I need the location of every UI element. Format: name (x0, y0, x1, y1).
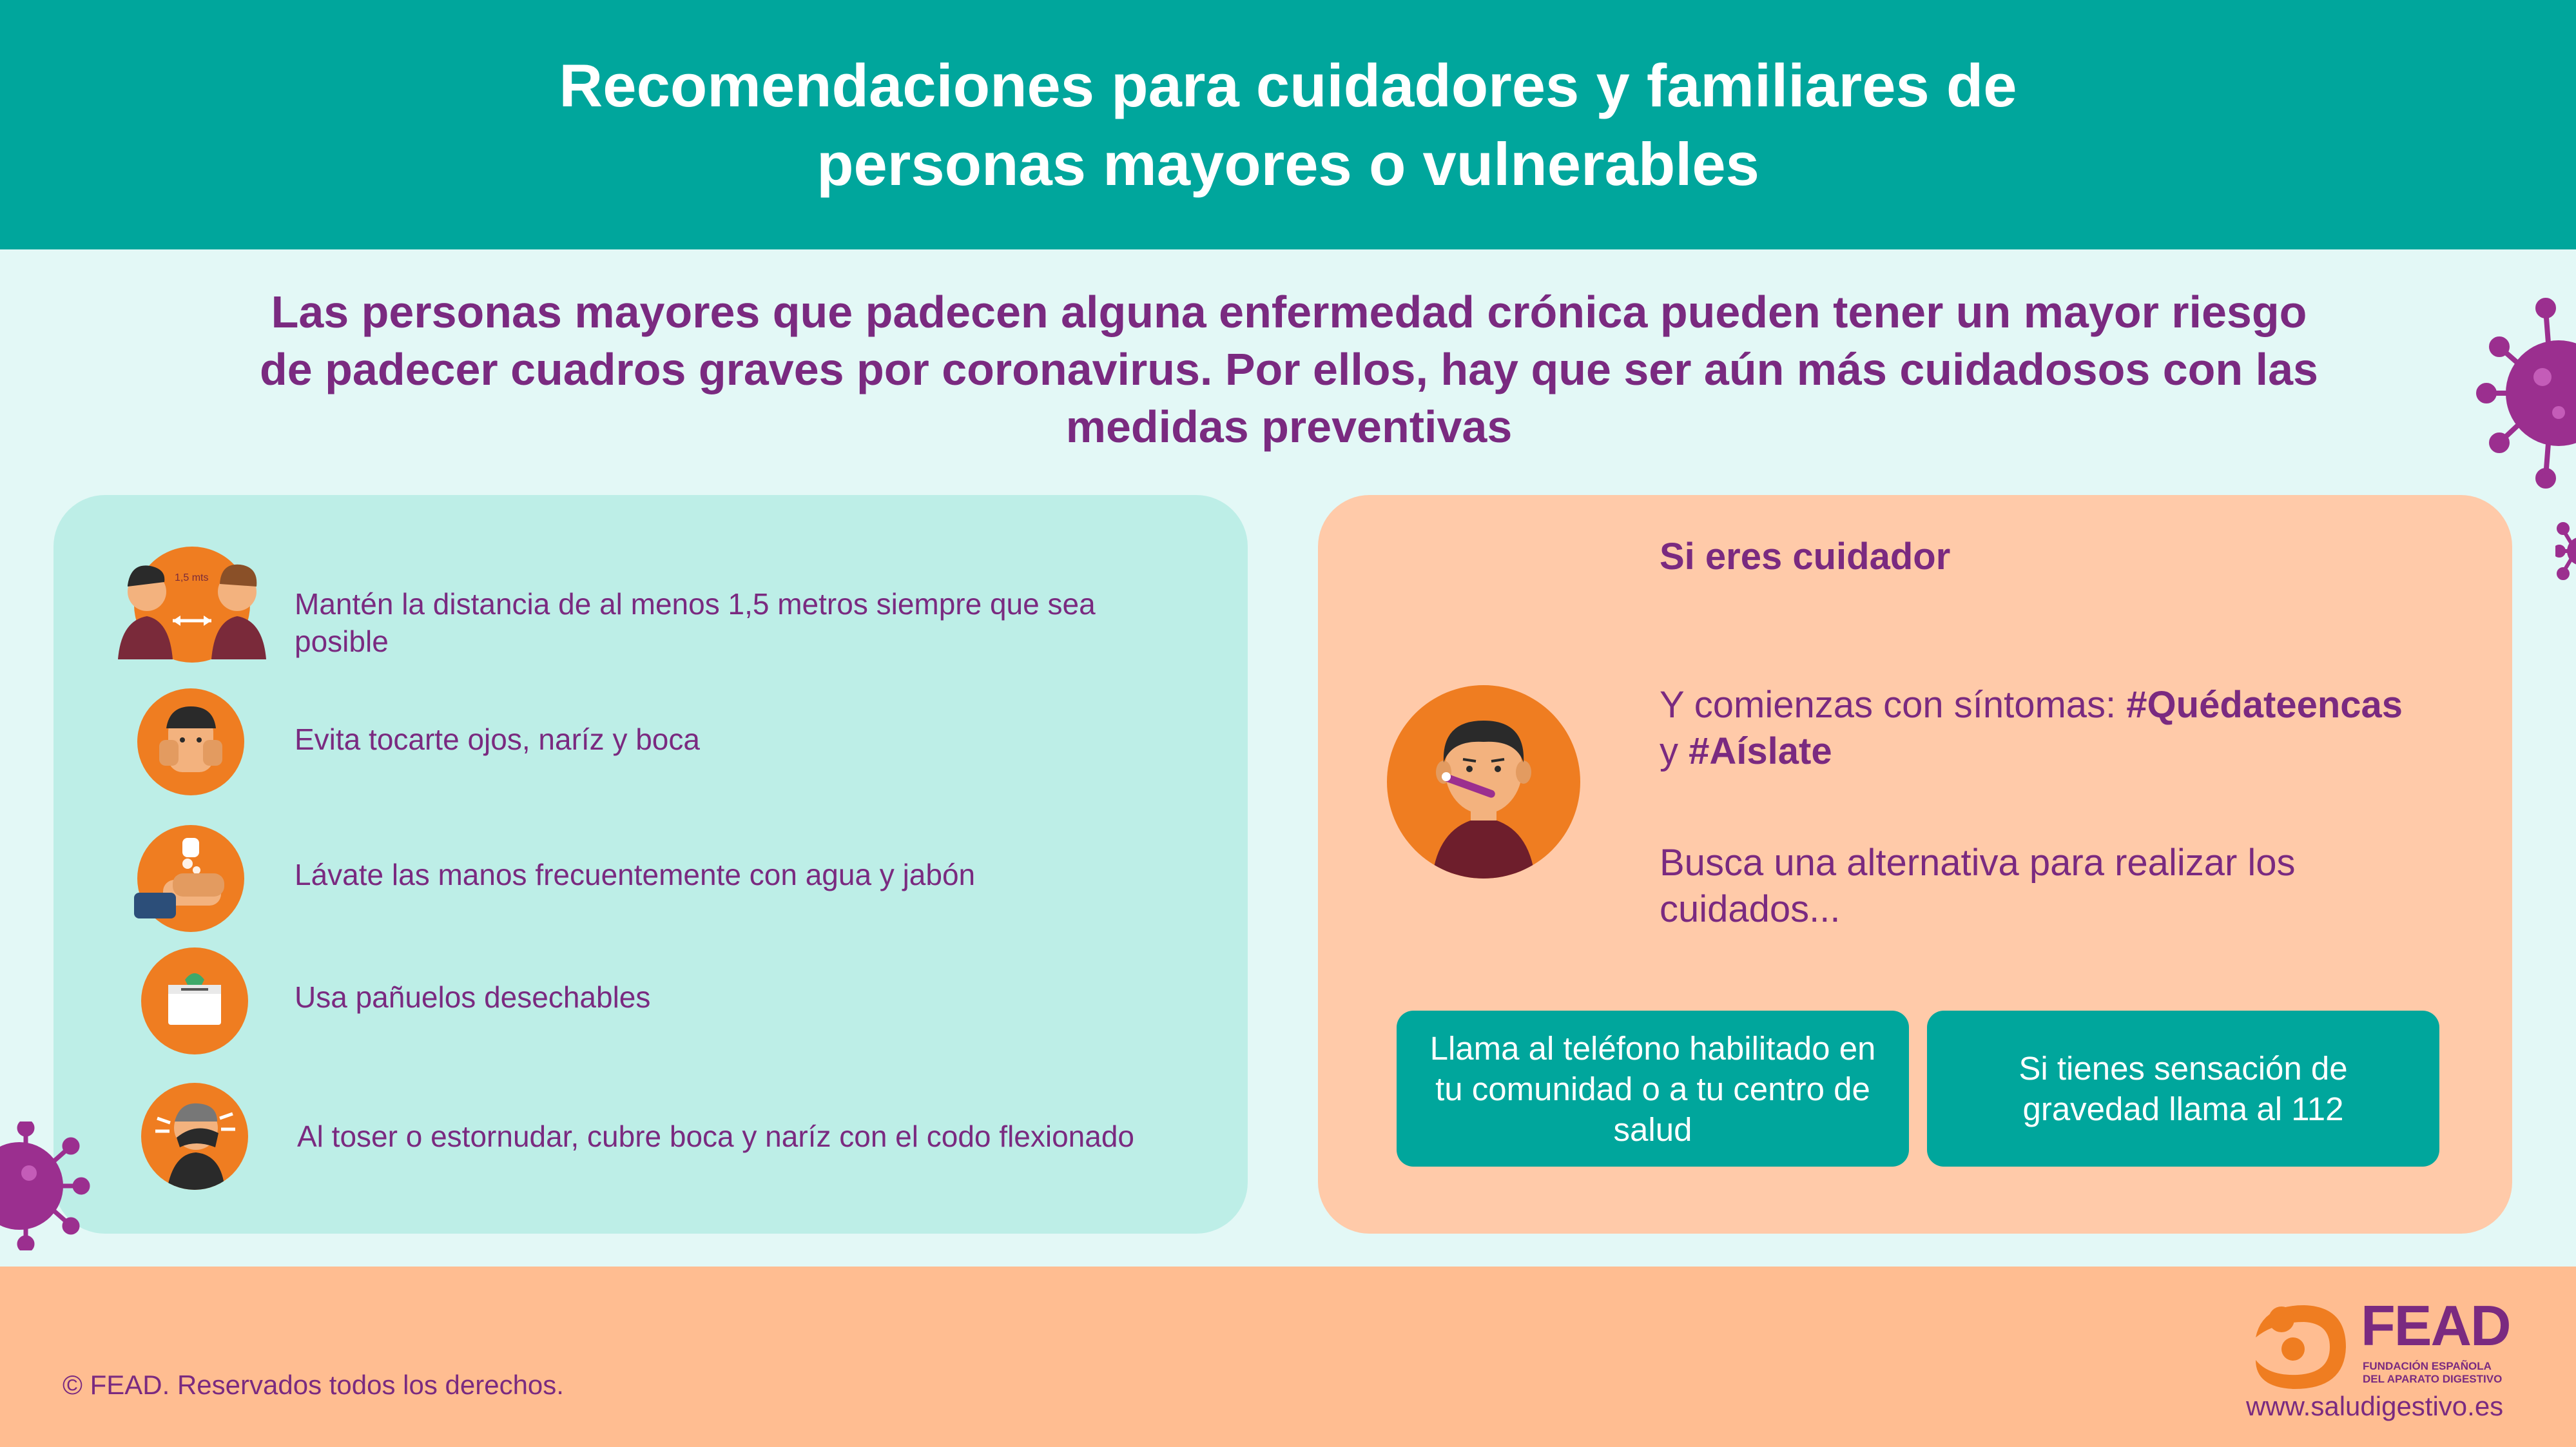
sick-person-icon (1387, 685, 1580, 879)
header-banner (0, 0, 2576, 249)
list-item (53, 547, 1248, 663)
logo-subtitle: FUNDACIÓN ESPAÑOLA DEL APARATO DIGESTIVO (2363, 1360, 2503, 1385)
intro-text: Las personas mayores que padecen alguna enfermedad crónica pueden tener un mayor riesgo de padecer cuadros graves por coronavirus. Por ellos, hay que ser aún más cuidadosos con las medidas preventivas (260, 287, 2318, 452)
list-item (53, 688, 1248, 804)
footer (0, 1267, 2576, 1447)
tissue-box-icon (141, 947, 248, 1054)
list-item (53, 947, 1248, 1063)
hashtag-quedate: #Quédateencas (2126, 684, 2403, 726)
website-link[interactable]: www.saludigestivo.es (2246, 1391, 2504, 1421)
call-112-button[interactable]: Si tienes sensación de gravedad llama al 112 (1927, 1011, 2439, 1167)
recommendation-text: Al toser o estornudar, cubre boca y naríz con el codo flexionado (297, 1120, 1135, 1153)
hashtag-aislate: #Aíslate (1689, 730, 1832, 772)
call-health-center-button[interactable]: Llama al teléfono habilitado en tu comunidad o a tu centro de salud (1397, 1011, 1909, 1167)
sleeve-icon (134, 886, 179, 925)
caregiver-panel (1318, 495, 2512, 1234)
logo-name: FEAD (2361, 1294, 2510, 1357)
virus-icon (2555, 516, 2576, 587)
virus-icon (0, 1122, 90, 1250)
page-title: Recomendaciones para cuidadores y familiares de personas mayores o vulnerables (559, 51, 2017, 198)
caregiver-title: Si eres cuidador (1660, 536, 1951, 578)
recommendation-text: Mantén la distancia de al menos 1,5 metros siempre que sea posible (295, 587, 1096, 658)
cough-elbow-icon (141, 1083, 248, 1190)
symptoms-text: Y comienzas con síntomas: #Quédateencas y #Aíslate (1660, 684, 2403, 772)
distance-badge: 1,5 mts (175, 572, 209, 583)
virus-icon (2475, 296, 2576, 490)
recommendation-text: Lávate las manos frecuentemente con agua y jabón (295, 858, 976, 891)
distance-icon (118, 547, 324, 663)
recommendation-text: Usa pañuelos desechables (295, 980, 651, 1014)
recommendations-panel (53, 495, 1248, 1234)
list-item (53, 1083, 1248, 1199)
recommendation-text: Evita tocarte ojos, naríz y boca (295, 723, 700, 756)
list-item (53, 825, 1248, 941)
face-touch-icon (137, 688, 244, 795)
fead-logo-icon (2243, 1299, 2352, 1395)
alternative-text: Busca una alternativa para realizar los cuidados... (1660, 842, 2296, 930)
copyright-text: © FEAD. Reservados todos los derechos. (63, 1370, 564, 1400)
